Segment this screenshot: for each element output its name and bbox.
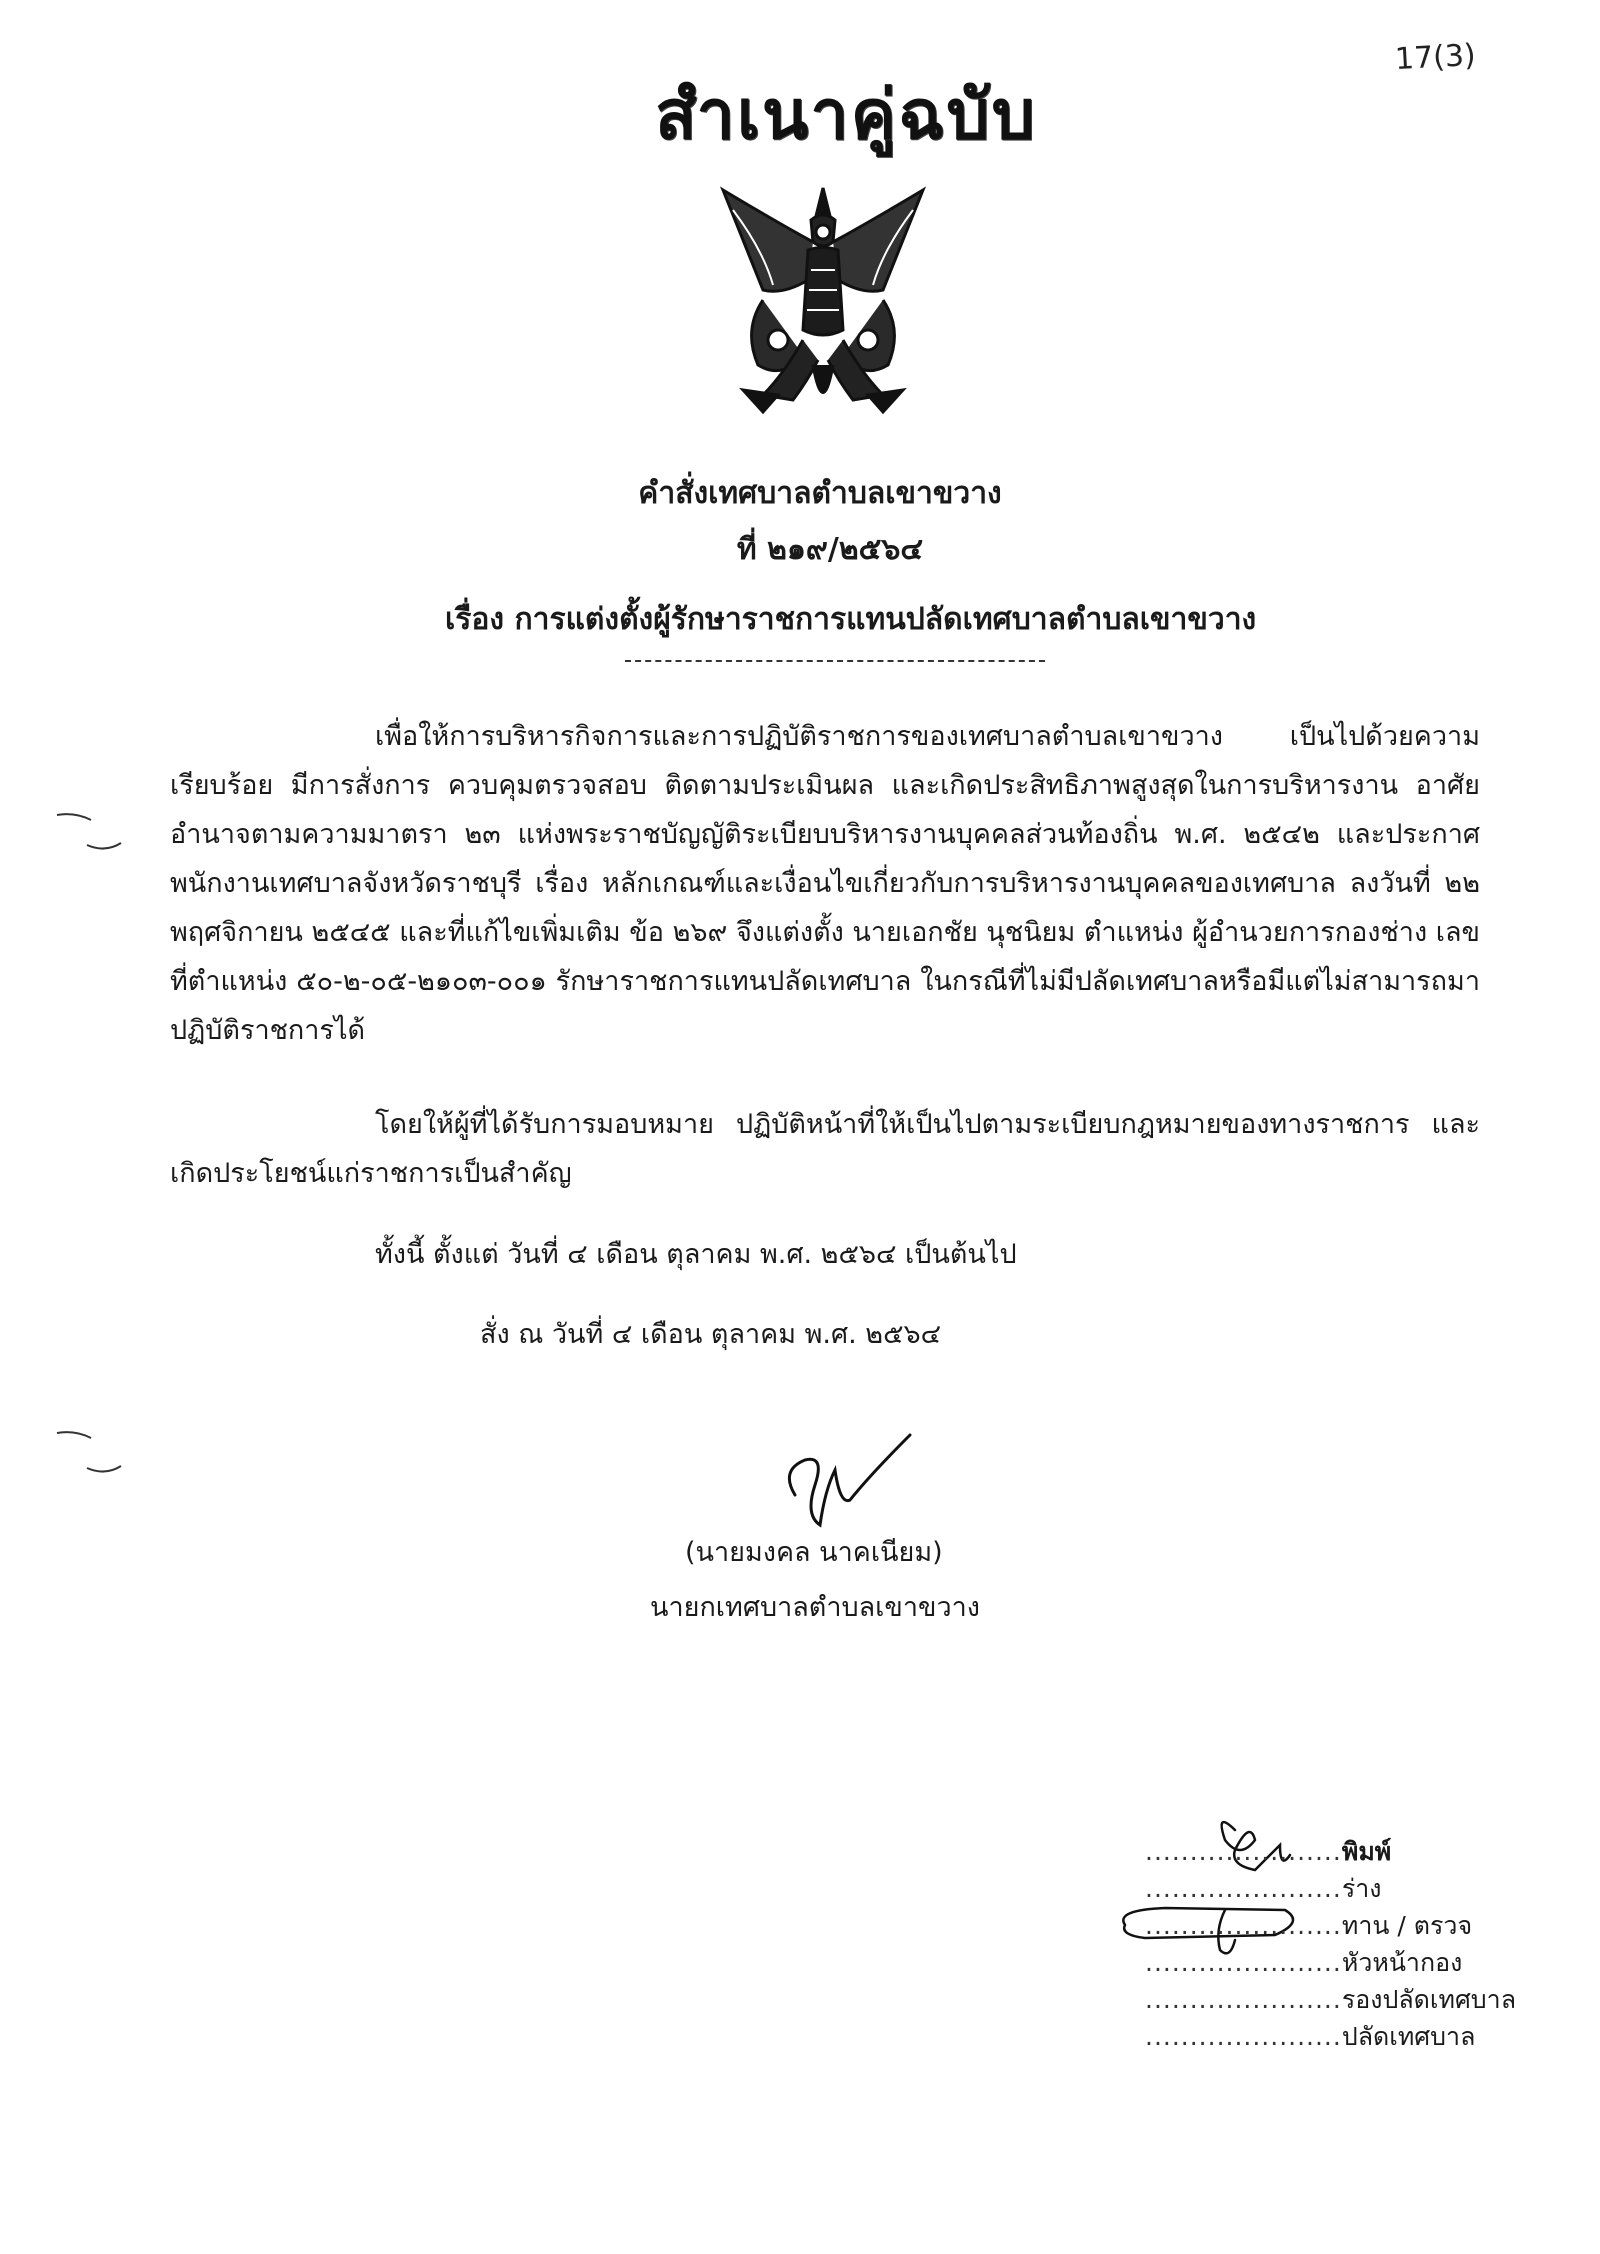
routing-block xyxy=(1145,1833,1516,2055)
routing-dots: ...................... xyxy=(1145,1948,1342,1977)
routing-row xyxy=(1145,1833,1516,1870)
handwritten-page-number: 17(3) xyxy=(1394,37,1477,78)
order-number: ที่ ๒๑๙/๒๕๖๔ xyxy=(736,532,924,567)
routing-row xyxy=(1145,1907,1516,1944)
routing-label: พิมพ์ xyxy=(1341,1837,1392,1866)
margin-tick-icon xyxy=(55,810,95,830)
effective-date-line: ทั้งนี้ ตั้งแต่ วันที่ ๔ เดือน ตุลาคม พ.ศ. ๒๕๖๔ เป็นต้นไป xyxy=(375,1239,1017,1270)
garuda-emblem-icon xyxy=(703,180,943,430)
routing-row xyxy=(1145,1981,1516,2018)
mayor-signature-icon xyxy=(770,1430,930,1540)
body-paragraph-1: เพื่อให้การบริหารกิจการและการปฏิบัติราชการของเทศบาลตำบลเขาขวาง เป็นไปด้วยความเรียบร้อย มีการสั่งการ ควบคุมตรวจสอบ ติดตามประเมินผล และเกิดประสิทธิภาพสูงสุดในการบริหารงาน อาศัยอำนาจตามความมาตรา ๒๓ แห่งพระราชบัญญัติระเบียบบริหารงานบุคคลส่วนท้องถิ่น พ.ศ. ๒๕๔๒ และประกาศพนักงานเทศบาลจังหวัดราชบุรี เรื่อง หลักเกณฑ์และเงื่อนไขเกี่ยวกับการบริหารงานบุคคลของเทศบาล ลงวันที่ ๒๒ พฤศจิกายน ๒๕๔๕ และที่แก้ไขเพิ่มเติม ข้อ ๒๖๙ จึงแต่งตั้ง นายเอกชัย นุชนิยม ตำแหน่ง ผู้อำนวยการกองช่าง เลขที่ตำแหน่ง ๕๐-๒-๐๕-๒๑๐๓-๐๐๑ รักษาราชการแทนปลัดเทศบาล ในกรณีที่ไม่มีปลัดเทศบาลหรือมีแต่ไม่สามารถมาปฏิบัติราชการได้ xyxy=(170,721,1480,1046)
order-subject: เรื่อง การแต่งตั้งผู้รักษาราชการแทนปลัดเทศบาลตำบลเขาขวาง xyxy=(445,602,1257,637)
margin-tick-icon xyxy=(55,1428,95,1448)
routing-dots: ...................... xyxy=(1145,1874,1342,1903)
routing-dots: ...................... xyxy=(1145,1985,1342,2014)
margin-tick-icon xyxy=(85,1458,125,1478)
routing-row xyxy=(1145,1944,1516,1981)
copy-stamp: สำเนาคู่ฉบับ xyxy=(655,76,1037,155)
signer-name: (นายมงคล นาคเนียม) xyxy=(685,1537,943,1568)
margin-tick-icon xyxy=(85,835,125,855)
routing-label: รองปลัดเทศบาล xyxy=(1341,1985,1517,2014)
routing-dots: ...................... xyxy=(1145,1911,1342,1940)
routing-label: ปลัดเทศบาล xyxy=(1341,2022,1476,2051)
routing-dots: ...................... xyxy=(1145,1837,1342,1866)
routing-label: หัวหน้ากอง xyxy=(1341,1948,1463,1977)
routing-row xyxy=(1145,1870,1516,1907)
title-divider xyxy=(625,660,1045,662)
signer-title: นายกเทศบาลตำบลเขาขวาง xyxy=(650,1592,980,1623)
issue-date-line: สั่ง ณ วันที่ ๔ เดือน ตุลาคม พ.ศ. ๒๕๖๔ xyxy=(480,1319,942,1350)
routing-dots: ...................... xyxy=(1145,2022,1342,2051)
routing-label: ร่าง xyxy=(1341,1874,1382,1903)
order-title: คำสั่งเทศบาลตำบลเขาขวาง xyxy=(638,476,1002,511)
routing-label: ทาน / ตรวจ xyxy=(1341,1911,1473,1940)
routing-row xyxy=(1145,2018,1516,2055)
body-paragraph-2: โดยให้ผู้ที่ได้รับการมอบหมาย ปฏิบัติหน้าที่ให้เป็นไปตามระเบียบกฎหมายของทางราชการ และเกิดประโยชน์แก่ราชการเป็นสำคัญ xyxy=(170,1109,1480,1189)
